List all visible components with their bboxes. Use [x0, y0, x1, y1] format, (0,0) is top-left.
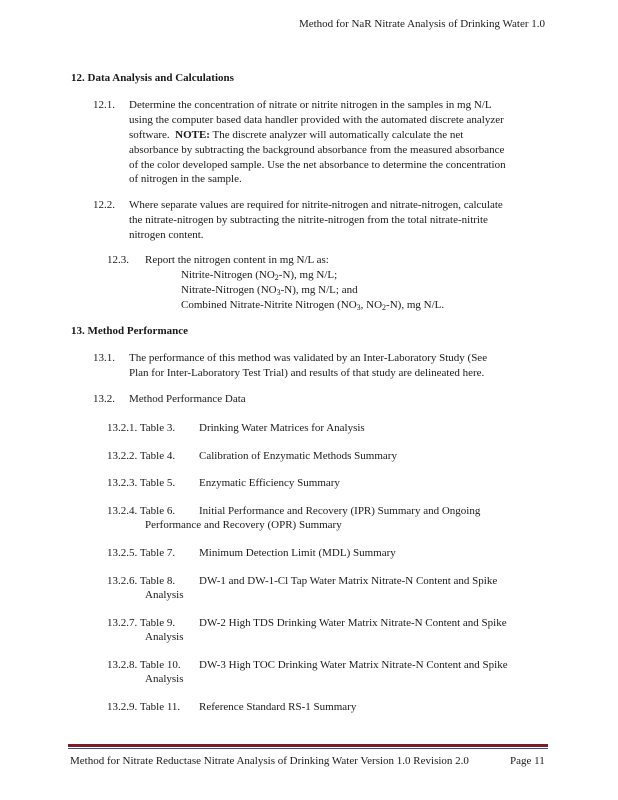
para-12-1-line-3-b: The discrete analyzer will automatically calculate the net: [212, 129, 464, 141]
item-description-cont: Analysis: [145, 631, 184, 643]
para-13-2-text: Method Performance Data: [129, 393, 246, 405]
item-number: 13.2.9.: [107, 701, 138, 713]
nitrate-line-sub: 3: [276, 288, 281, 297]
list-item: [107, 546, 175, 561]
para-13-1-number: 13.1.: [93, 352, 115, 364]
combined-line-b: , NO: [360, 299, 383, 311]
page-number: Page 11: [510, 755, 545, 767]
nitrite-line-a: Nitrite-Nitrogen (NO: [181, 269, 275, 281]
combined-line-c: -N), mg N/L.: [386, 299, 445, 311]
footer-rule-thick: [68, 744, 548, 747]
item-description: Enzymatic Efficiency Summary: [199, 477, 340, 489]
list-item: [107, 421, 175, 436]
item-number: 13.2.5.: [107, 547, 138, 559]
section-13-heading: 13. Method Performance: [71, 325, 188, 337]
para-12-1-line-3: [129, 128, 463, 143]
para-12-1-line-1: Determine the concentration of nitrate or nitrite nitrogen in the samples in mg N/L: [129, 99, 492, 111]
nitrate-line-a: Nitrate-Nitrogen (NO: [181, 284, 277, 296]
item-description: Calibration of Enzymatic Methods Summary: [199, 450, 397, 462]
para-12-3-number: 12.3.: [107, 254, 129, 266]
list-item: [107, 476, 175, 491]
para-12-2-number: 12.2.: [93, 199, 115, 211]
list-item: [107, 504, 175, 519]
item-number: 13.2.4.: [107, 505, 138, 517]
list-item: [107, 700, 180, 715]
nitrate-line-b: -N), mg N/L; and: [280, 284, 358, 296]
para-12-1-line-4: absorbance by subtracting the background absorbance from the measured absorbance: [129, 144, 505, 156]
para-13-1-line-2: Plan for Inter-Laboratory Test Trial) and results of that study are delineated here.: [129, 367, 485, 379]
item-table-label: Table 11.: [139, 701, 181, 713]
list-item: [107, 574, 175, 589]
nitrate-nitrogen-line: [181, 283, 358, 298]
item-table-label: Table 6.: [139, 505, 176, 517]
item-table-label: Table 3.: [139, 422, 176, 434]
item-table-label: Table 9.: [139, 617, 176, 629]
list-item: [107, 658, 181, 673]
nitrite-line-sub: 2: [274, 273, 279, 282]
combined-line-a: Combined Nitrate-Nitrite Nitrogen (NO: [181, 299, 357, 311]
item-table-label: Table 8.: [139, 575, 176, 587]
item-description: Minimum Detection Limit (MDL) Summary: [199, 547, 396, 559]
item-number: 13.2.1.: [107, 422, 138, 434]
list-item: [107, 449, 175, 464]
item-number: 13.2.8.: [107, 659, 138, 671]
para-12-3-intro: Report the nitrogen content in mg N/L as:: [145, 254, 329, 266]
item-number: 13.2.3.: [107, 477, 138, 489]
para-12-1-line-5: of the color developed sample. Use the net absorbance to determine the concentration: [129, 159, 506, 171]
item-number: 13.2.7.: [107, 617, 138, 629]
nitrite-line-b: -N), mg N/L;: [278, 269, 338, 281]
item-description: DW-1 and DW-1-Cl Tap Water Matrix Nitrate-N Content and Spike: [199, 575, 498, 587]
item-description-cont: Analysis: [145, 673, 184, 685]
item-table-label: Table 7.: [139, 547, 176, 559]
item-table-label: Table 5.: [139, 477, 176, 489]
para-12-2-line-2: the nitrate-nitrogen by subtracting the nitrite-nitrogen from the total nitrate-nitrite: [129, 214, 488, 226]
item-description: Initial Performance and Recovery (IPR) Summary and Ongoing: [199, 505, 481, 517]
combined-line-sub1: 3: [356, 303, 361, 312]
nitrite-nitrogen-line: [181, 268, 337, 283]
para-13-2-number: 13.2.: [93, 393, 115, 405]
para-12-2-line-1: Where separate values are required for nitrite-nitrogen and nitrate-nitrogen, calculate: [129, 199, 503, 211]
item-number: 13.2.6.: [107, 575, 138, 587]
item-description: DW-2 High TDS Drinking Water Matrix Nitrate-N Content and Spike: [199, 617, 507, 629]
footer-rule-thin: [68, 748, 548, 749]
item-description: DW-3 High TOC Drinking Water Matrix Nitrate-N Content and Spike: [199, 659, 508, 671]
combined-nitrogen-line: [181, 298, 444, 313]
combined-line-sub2: 2: [382, 303, 387, 312]
para-12-1-line-3-a: software.: [129, 129, 170, 141]
para-12-1-line-6: of nitrogen in the sample.: [129, 173, 242, 185]
running-header: Method for NaR Nitrate Analysis of Drinking Water 1.0: [298, 18, 545, 30]
footer-title: Method for Nitrate Reductase Nitrate Analysis of Drinking Water Version 1.0 Revision 2.0: [70, 755, 469, 767]
item-table-label: Table 10.: [139, 659, 181, 671]
section-12-heading: 12. Data Analysis and Calculations: [71, 72, 234, 84]
para-12-1-number: 12.1.: [93, 99, 115, 111]
para-13-1-line-1: The performance of this method was validated by an Inter-Laboratory Study (See: [129, 352, 488, 364]
list-item: [107, 616, 175, 631]
item-description: Reference Standard RS-1 Summary: [199, 701, 357, 713]
item-number: 13.2.2.: [107, 450, 138, 462]
para-12-1-line-2: using the computer based data handler provided with the automated discrete analyzer: [129, 114, 504, 126]
item-table-label: Table 4.: [139, 450, 176, 462]
item-description-cont: Performance and Recovery (OPR) Summary: [145, 519, 342, 531]
item-description-cont: Analysis: [145, 589, 184, 601]
note-label: NOTE:: [175, 129, 210, 141]
para-12-2-line-3: nitrogen content.: [129, 229, 204, 241]
item-description: Drinking Water Matrices for Analysis: [199, 422, 365, 434]
